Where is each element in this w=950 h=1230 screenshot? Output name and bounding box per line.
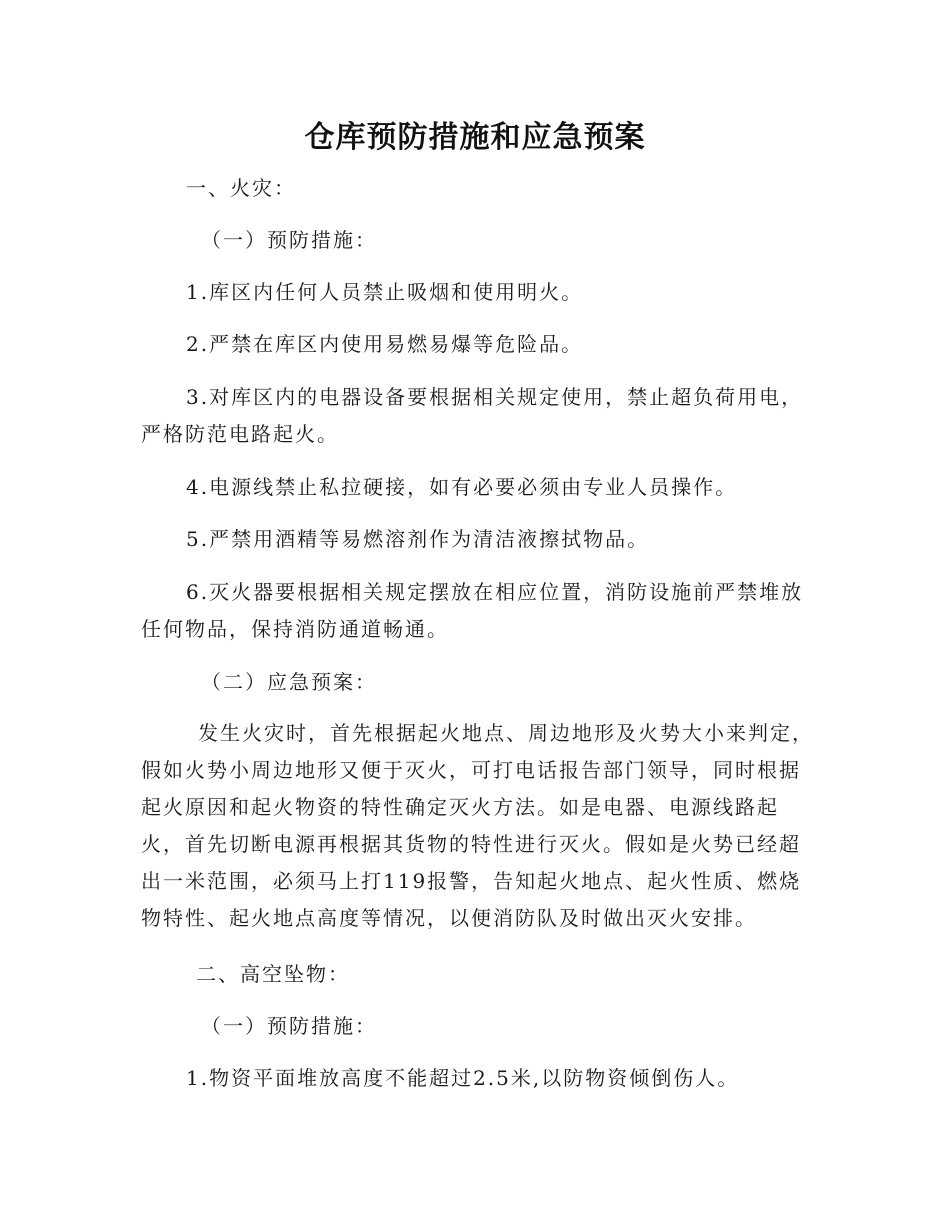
paragraph-line: 发生火灾时，首先根据起火地点、周边地形及火势大小来判定， xyxy=(198,721,814,745)
section-heading-falling-objects: 二、高空坠物： xyxy=(196,962,350,986)
list-item-continuation: 严格防范电路起火。 xyxy=(141,422,339,446)
list-item: 3.对库区内的电器设备要根据相关规定使用，禁止超负荷用电， xyxy=(186,385,804,409)
paragraph-line: 物特性、起火地点高度等情况，以便消防队及时做出灭火安排。 xyxy=(141,906,757,930)
list-item-continuation: 任何物品，保持消防通道畅通。 xyxy=(141,617,449,641)
list-item: 2.严禁在库区内使用易燃易爆等危险品。 xyxy=(186,332,584,356)
paragraph-line: 出一米范围，必须马上打119报警，告知起火地点、起火性质、燃烧 xyxy=(141,869,802,893)
document-title: 仓库预防措施和应急预案 xyxy=(304,120,646,155)
subsection-heading-emergency: （二）应急预案： xyxy=(201,670,377,694)
list-item: 6.灭火器要根据相关规定摆放在相应位置，消防设施前严禁堆放 xyxy=(186,580,804,604)
paragraph-line: 假如火势小周边地形又便于灭火，可打电话报告部门领导，同时根据 xyxy=(141,758,801,782)
section-heading-fire: 一、火灾： xyxy=(186,176,296,200)
paragraph-line: 起火原因和起火物资的特性确定灭火方法。如是电器、电源线路起 xyxy=(141,795,779,819)
list-item: 1.物资平面堆放高度不能超过2.5米,以防物资倾倒伤人。 xyxy=(186,1066,740,1090)
list-item: 4.电源线禁止私拉硬接，如有必要必须由专业人员操作。 xyxy=(186,475,738,499)
list-item: 1.库区内任何人员禁止吸烟和使用明火。 xyxy=(186,280,584,304)
subsection-heading-prevention: （一）预防措施： xyxy=(201,1014,377,1038)
paragraph-line: 火，首先切断电源再根据其货物的特性进行灭火。假如是火势已经超 xyxy=(141,832,801,856)
list-item: 5.严禁用酒精等易燃溶剂作为清洁液擦拭物品。 xyxy=(186,527,650,551)
subsection-heading-prevention: （一）预防措施： xyxy=(201,228,377,252)
